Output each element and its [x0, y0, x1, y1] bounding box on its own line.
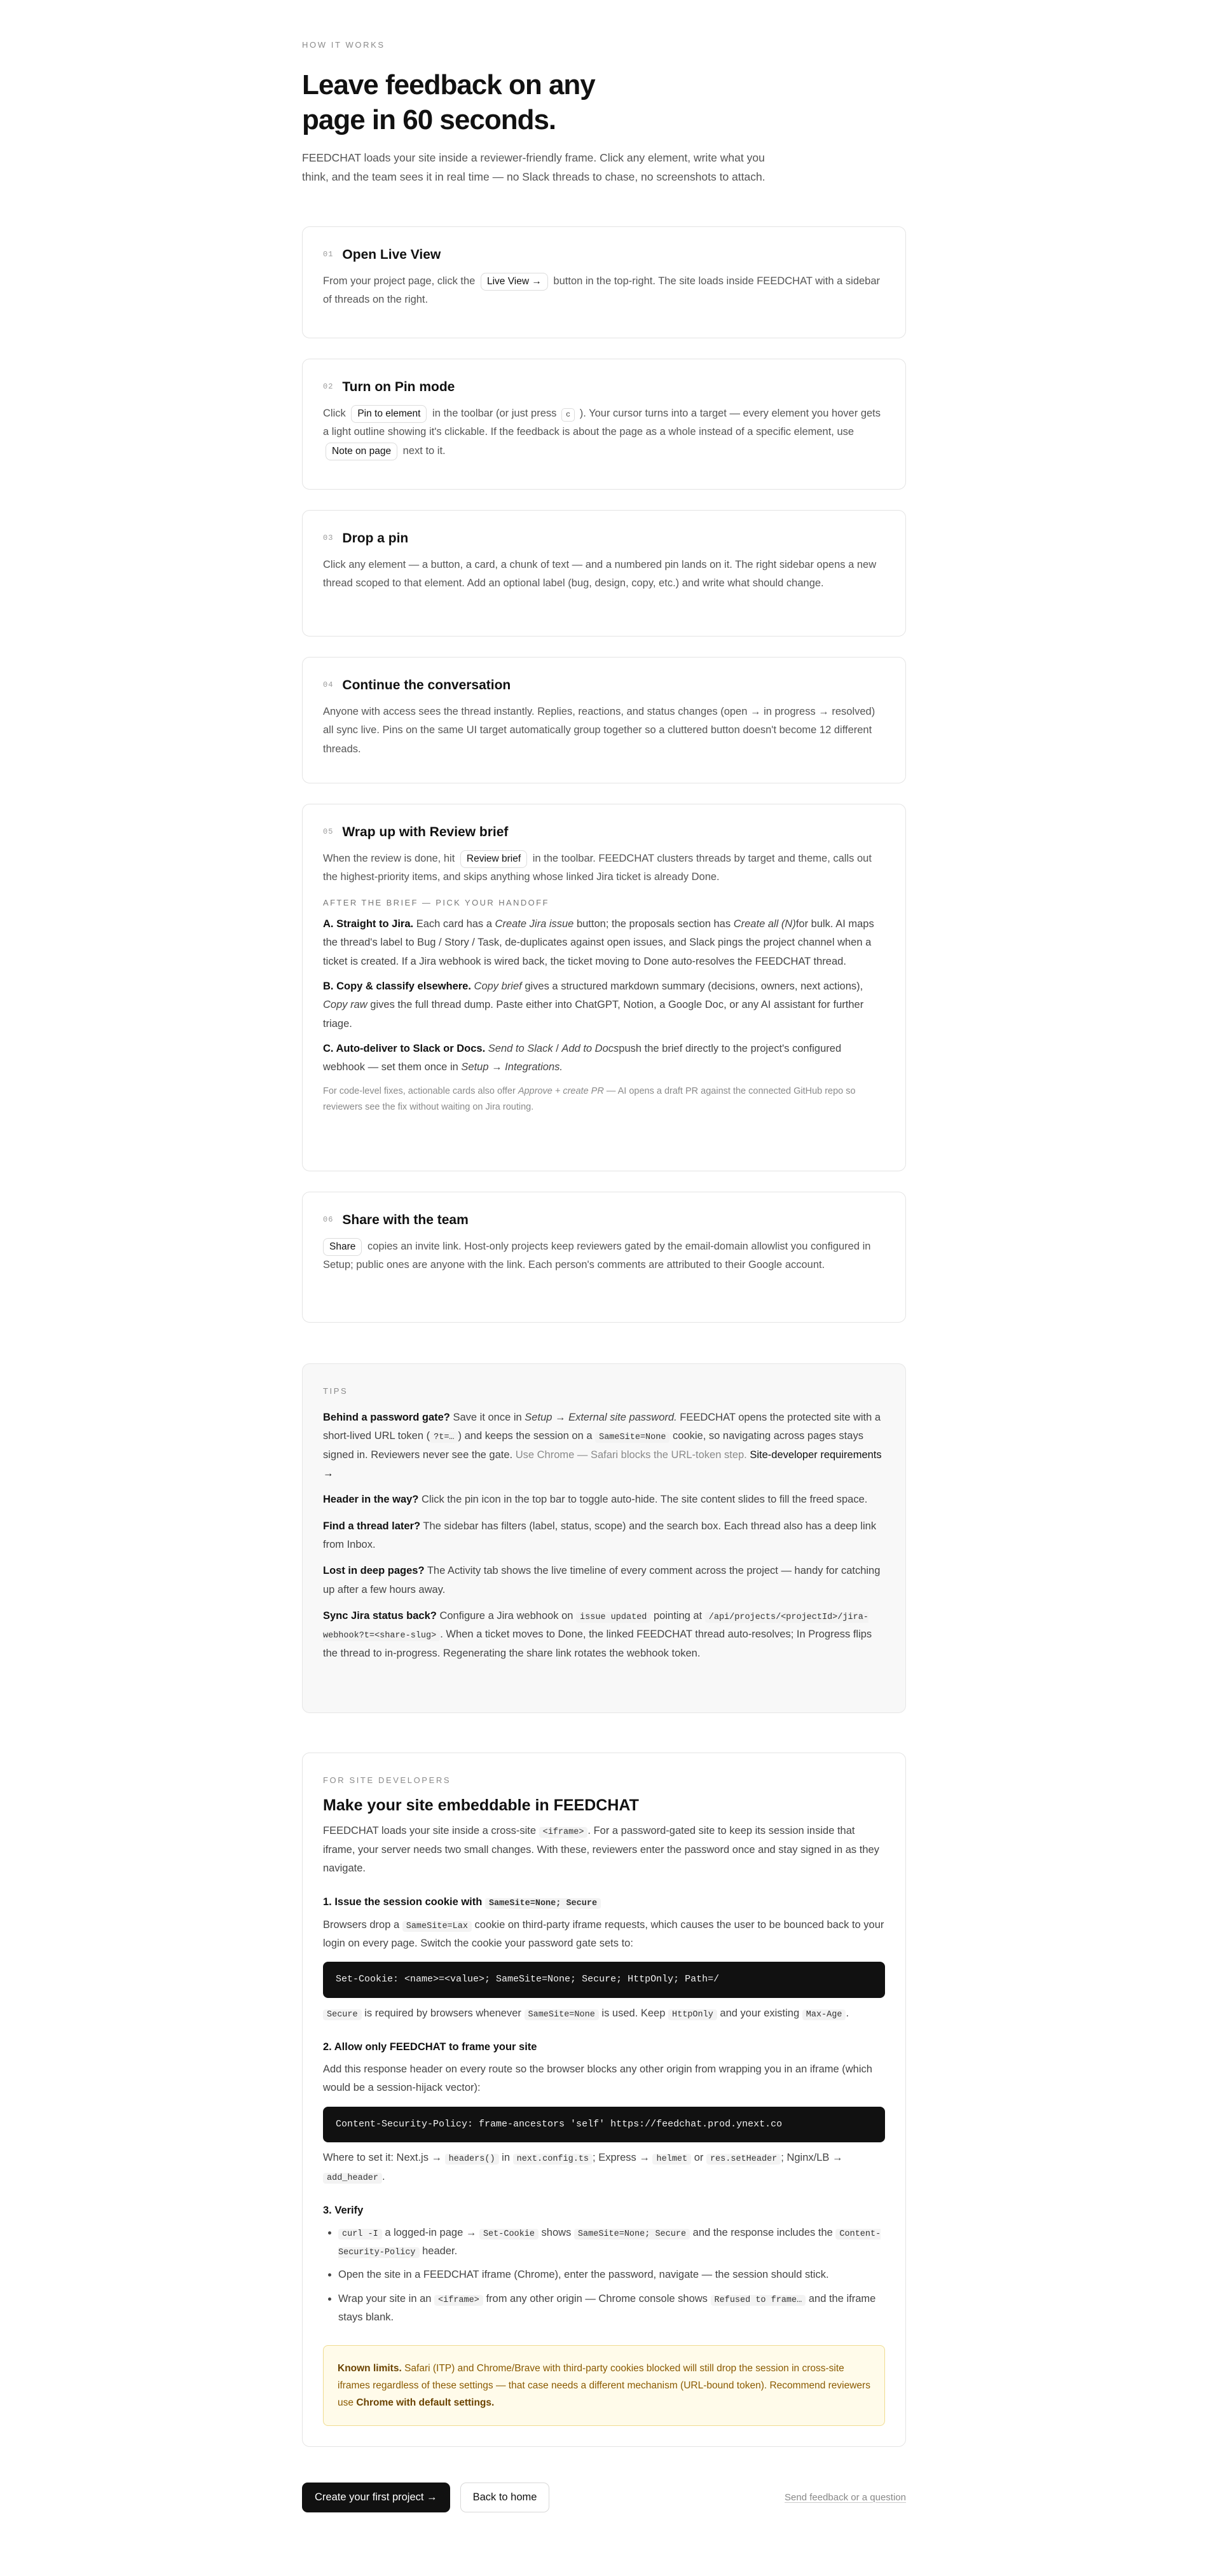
- how-it-works-page: [302, 0, 906, 2512]
- list-item: [338, 2290, 885, 2327]
- step-text: When the review is done, hit: [323, 852, 455, 864]
- inline-code: <iframe>: [434, 2295, 483, 2306]
- inline-code: /api/projects/<projectId>/jira-webhook?t=<share-slug>: [323, 1613, 868, 1641]
- dev-note-text: and your existing: [720, 2007, 800, 2019]
- tip-header: [323, 1491, 885, 1509]
- inline-code: next.config.ts: [513, 2154, 593, 2165]
- inline-code: SameSite=Lax: [402, 1921, 472, 1932]
- tip-text: . When a ticket moves to Done, the linked FEEDCHAT thread auto-resolves; In Progress flips the thread to in-progress. Regenerating the share link rotates the webhook token.: [323, 1629, 872, 1659]
- step-title: Continue the conversation: [342, 677, 511, 692]
- tip-text: Configure a Jira webhook on: [439, 1610, 573, 1622]
- handoff-subhead: AFTER THE BRIEF — PICK YOUR HANDOFF: [323, 897, 549, 907]
- handoff-text: for bulk. AI maps the thread's label to Bug / Story / Task, de-duplicates against open issues, and Slack pings the project channel when a ticket is created. If a Jira webhook is wired back, the ticket moving to Done auto-resolves the FEEDCHAT thread.: [323, 918, 874, 967]
- dev-text: FEEDCHAT loads your site inside a cross-site: [323, 1825, 537, 1837]
- callout-emphasis: Chrome with default settings.: [356, 2397, 495, 2408]
- tip-emphasis: Setup → External site password.: [525, 1411, 677, 1423]
- callout-text: Safari (ITP) and Chrome/Brave with third-party cookies blocked will still drop the session in cross-site iframes regardless of these settings — that case needs a different mechanism (URL-bound token). Recommend reviewers use: [338, 2362, 870, 2408]
- dev-note-text: in: [502, 2152, 511, 2164]
- dev-text: cookie on third-party iframe requests, which causes the user to be bounced back to your login on every page. Switch the cookie your password gate sets to:: [323, 1918, 884, 1950]
- tip-deep-pages: [323, 1562, 885, 1599]
- handoff-emphasis: Copy raw: [323, 999, 367, 1011]
- pin-to-element-button[interactable]: Pin to element: [351, 405, 427, 423]
- tip-text: Save it once in: [453, 1411, 522, 1423]
- inline-code: Set-Cookie: [479, 2229, 539, 2240]
- handoff-text: gives the full thread dump. Paste either into ChatGPT, Notion, a Google Doc, or any AI assistant for further triage.: [323, 999, 864, 1030]
- inline-code: SameSite=None; Secure: [485, 1898, 601, 1909]
- list-item: [338, 2224, 885, 2261]
- hero-eyebrow: HOW IT WORKS: [302, 40, 385, 50]
- handoff-text: button; the proposals section has: [576, 918, 731, 930]
- handoff-emphasis: Send to Slack: [488, 1043, 553, 1055]
- step-text: button in the top-right. The site loads inside FEEDCHAT with a sidebar of threads on the right.: [323, 275, 881, 306]
- dev-note-text: is used. Keep: [601, 2007, 666, 2019]
- step-card-review-brief: [302, 804, 906, 1171]
- tip-text: FEEDCHAT opens the protected site with a short-lived URL token (: [323, 1411, 881, 1442]
- list-item: • Open the site in a FEEDCHAT iframe (Chrome), enter the password, navigate — the session should stick.: [338, 2266, 885, 2284]
- share-button[interactable]: Share: [323, 1238, 362, 1256]
- step-text: From your project page, click the: [323, 275, 476, 287]
- inline-code: Max-Age: [802, 2009, 846, 2020]
- step-number: 04: [323, 680, 334, 690]
- handoff-text: /: [556, 1043, 559, 1055]
- step-title: Turn on Pin mode: [342, 379, 455, 394]
- dev-text: and the iframe stays blank.: [338, 2292, 876, 2324]
- dev-step-title: 1. Issue the session cookie with: [323, 1896, 483, 1908]
- handoff-copy: [323, 977, 885, 1033]
- dev-note-text: ; Nginx/LB →: [781, 2152, 843, 2164]
- dev-text: shows: [541, 2226, 572, 2238]
- tips-panel: [302, 1363, 906, 1713]
- live-view-button[interactable]: Live View →: [481, 273, 548, 291]
- handoff-emphasis: Setup → Integrations.: [461, 1061, 563, 1073]
- step-text: Click: [323, 407, 346, 419]
- step-title: Drop a pin: [342, 530, 409, 546]
- tip-text: ) and keeps the session on a: [458, 1430, 593, 1442]
- footnote-emphasis: Approve + create PR: [518, 1085, 604, 1096]
- step-card-open-live-view: [302, 226, 906, 338]
- inline-code: res.setHeader: [706, 2154, 781, 2165]
- step-body: [323, 850, 885, 887]
- inline-code: Refused to frame…: [711, 2295, 806, 2306]
- step-card-share: [302, 1192, 906, 1323]
- handoff-text: Each card has a: [416, 918, 492, 930]
- tip-text: pointing at: [654, 1610, 703, 1622]
- dev-step-frame-title: 2. Allow only FEEDCHAT to frame your site: [323, 2041, 537, 2053]
- handoff-title: B. Copy & classify elsewhere.: [323, 980, 471, 992]
- step-title: [342, 823, 508, 841]
- step-number: 02: [323, 382, 334, 392]
- page-title: Leave feedback on any page in 60 seconds.: [302, 69, 595, 136]
- send-feedback-link[interactable]: Send feedback or a question: [785, 2491, 906, 2503]
- handoff-auto-deliver: [323, 1040, 885, 1077]
- create-project-button[interactable]: Create your first project →: [302, 2483, 450, 2512]
- dev-step-cookie-note: [323, 2004, 885, 2023]
- step-text: next to it.: [402, 444, 446, 457]
- tip-title: Sync Jira status back?: [323, 1610, 437, 1622]
- handoff-footnote: [323, 1084, 885, 1116]
- step-text: ). Your cursor turns into a target — every element you hover gets a light outline showing it's clickable. If the feedback is about the page as a whole instead of a specific element, use: [323, 407, 881, 438]
- handoff-jira: [323, 915, 885, 971]
- keyboard-shortcut-c: c: [561, 408, 575, 422]
- handoff-title: C. Auto-deliver to Slack or Docs.: [323, 1043, 486, 1055]
- tips-eyebrow: TIPS: [323, 1386, 348, 1396]
- dev-text: header.: [422, 2245, 458, 2257]
- step-body: [323, 404, 885, 460]
- dev-text: Browsers drop a: [323, 1918, 400, 1931]
- inline-code: <iframe>: [539, 1827, 588, 1838]
- inline-code: SameSite=None: [595, 1432, 669, 1443]
- hero: [302, 39, 906, 187]
- tip-title: Behind a password gate?: [323, 1411, 450, 1423]
- dev-note-text: Where to set it: Next.js →: [323, 2152, 443, 2164]
- dev-text: from any other origin — Chrome console shows: [486, 2292, 708, 2304]
- note-on-page-button[interactable]: Note on page: [326, 443, 397, 460]
- footnote-text: — AI opens a draft PR against the connected GitHub repo so reviewers see the fix without waiting on Jira routing.: [323, 1085, 856, 1113]
- tip-text: The Activity tab shows the live timeline of every comment across the project — handy for catching up after a few hours away.: [323, 1565, 881, 1595]
- tip-text: The sidebar has filters (label, status, scope) and the search box. Each thread also has a deep link from Inbox.: [323, 1520, 877, 1551]
- step-title: Share with the team: [342, 1212, 469, 1227]
- site-developer-requirements-link[interactable]: Site-developer requirements →: [323, 1449, 882, 1479]
- hero-lede: FEEDCHAT loads your site inside a reviewer-friendly frame. Click any element, write what you think, and the team sees it in real time — no Slack threads to chase, no screenshots to attach.: [302, 151, 765, 183]
- dev-eyebrow: FOR SITE DEVELOPERS: [323, 1775, 451, 1785]
- footer-actions: [302, 2483, 906, 2512]
- inline-code: helmet: [652, 2154, 691, 2165]
- inline-code: issue updated: [576, 1612, 650, 1623]
- dev-text: . For a password-gated site to keep its session inside that iframe, your server needs two small changes. With these, reviewers enter the password once and stay signed in as they navigate.: [323, 1825, 879, 1875]
- dev-step-cookie-body: [323, 1916, 885, 1953]
- step-body: [323, 272, 885, 310]
- step-number: 01: [323, 250, 334, 259]
- inline-code: headers(): [445, 2154, 499, 2165]
- dev-note-text: .: [846, 2007, 849, 2019]
- step-text: in the toolbar. FEEDCHAT clusters threads by target and theme, calls out the highest-priority items, and skips anything whose linked Jira ticket is already Done.: [323, 852, 872, 883]
- tip-text: Click the pin icon in the top bar to toggle auto-hide. The site content slides to fill the freed space.: [421, 1494, 868, 1506]
- handoff-emphasis: Add to Docs: [561, 1043, 619, 1055]
- inline-code: SameSite=None: [525, 2009, 599, 2020]
- step-card-conversation: [302, 657, 906, 783]
- inline-code: Content-Security-Policy: [338, 2229, 881, 2258]
- handoff-text: gives a structured markdown summary (decisions, owners, next actions),: [525, 980, 863, 992]
- inline-code: ?t=…: [430, 1432, 458, 1443]
- verify-list: [323, 2224, 885, 2327]
- dev-step-verify-title: 3. Verify: [323, 2204, 364, 2216]
- dev-step-frame-body: Add this response header on every route so the browser blocks any other origin from wrapping you in an iframe (which would be a session-hijack vector):: [323, 2063, 872, 2094]
- tip-find-thread: [323, 1517, 885, 1555]
- dev-note-text: or: [694, 2152, 704, 2164]
- tip-jira-sync: [323, 1607, 885, 1663]
- dev-text: Wrap your site in an: [338, 2292, 432, 2304]
- dev-title: Make your site embeddable in FEEDCHAT: [323, 1796, 639, 1814]
- set-cookie-code-block[interactable]: Set-Cookie: <name>=<value>; SameSite=None; Secure; HttpOnly; Path=/: [323, 1962, 885, 1998]
- footnote-text: For code-level fixes, actionable cards also offer: [323, 1085, 516, 1096]
- tip-title: Header in the way?: [323, 1494, 419, 1506]
- inline-code: SameSite=None; Secure: [574, 2229, 690, 2240]
- step-card-drop-pin: [302, 510, 906, 637]
- inline-code: HttpOnly: [668, 2009, 717, 2020]
- dev-note-text: ; Express →: [593, 2152, 650, 2164]
- handoff-emphasis: Create all (N): [733, 918, 796, 930]
- csp-code-block[interactable]: Content-Security-Policy: frame-ancestors 'self' https://feedchat.prod.ynext.co: [323, 2107, 885, 2143]
- tip-title: Lost in deep pages?: [323, 1565, 425, 1577]
- dev-intro: [323, 1822, 885, 1878]
- callout-title: Known limits.: [338, 2362, 402, 2374]
- tip-note: Use Chrome — Safari blocks the URL-token step.: [515, 1449, 747, 1461]
- step-card-pin-mode: [302, 359, 906, 490]
- back-to-home-button[interactable]: Back to home: [460, 2483, 550, 2512]
- handoff-emphasis: Copy brief: [474, 980, 522, 992]
- dev-step-frame-note: [323, 2149, 885, 2186]
- step-title: Open Live View: [342, 247, 441, 262]
- handoff-text: push the brief directly to the project's configured webhook — set them once in: [323, 1043, 842, 1073]
- step-title-text: Wrap up with Review brief: [342, 824, 509, 839]
- step-text: in the toolbar (or just press: [432, 407, 557, 419]
- known-limits-callout: [323, 2345, 885, 2426]
- tip-password-gate: [323, 1409, 885, 1483]
- step-number: 05: [323, 827, 334, 837]
- dev-text: a logged-in page →: [385, 2226, 477, 2238]
- inline-code: curl -I: [338, 2229, 382, 2240]
- dev-note-text: .: [382, 2170, 385, 2182]
- review-brief-button[interactable]: Review brief: [460, 850, 527, 868]
- step-text: copies an invite link. Host-only projects keep reviewers gated by the email-domain allowlist you configured in Setup; public ones are anyone with the link. Each person's comments are attributed to their Google account.: [323, 1240, 871, 1271]
- developer-section: [302, 1753, 906, 2447]
- dev-text: and the response includes the: [692, 2226, 833, 2238]
- dev-note-text: is required by browsers whenever: [364, 2007, 521, 2019]
- tip-text: cookie, so navigating across pages stays signed in. Reviewers never see the gate.: [323, 1430, 863, 1461]
- step-body: Anyone with access sees the thread instantly. Replies, reactions, and status changes (open → in progress → resolved) all sync live. Pins on the same UI target automatically group together so a cluttered button doesn't become 12 different threads.: [323, 705, 875, 755]
- tip-title: Find a thread later?: [323, 1520, 421, 1532]
- inline-code: Secure: [323, 2009, 362, 2020]
- step-body: [323, 1237, 885, 1275]
- step-number: 03: [323, 534, 334, 543]
- handoff-emphasis: Create Jira issue: [495, 918, 574, 930]
- dev-step-cookie-title: [323, 1894, 885, 1910]
- inline-code: add_header: [323, 2173, 382, 2184]
- step-body: Click any element — a button, a card, a chunk of text — and a numbered pin lands on it. The right sidebar opens a new thread scoped to that element. Add an optional label (bug, design, copy, etc.) and write what should change.: [323, 558, 877, 589]
- step-number: 06: [323, 1215, 334, 1225]
- handoff-title: A. Straight to Jira.: [323, 918, 414, 930]
